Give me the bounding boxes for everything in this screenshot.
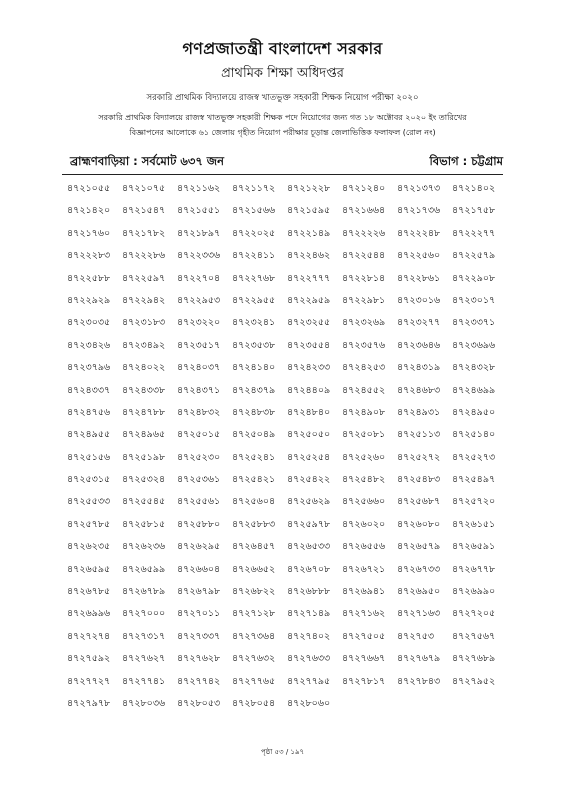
roll-number: ৪৭২১২২৮ (287, 183, 331, 194)
roll-number: ৪৭২৭৫৯২ (67, 653, 111, 665)
roll-number: ৪৭২২৫৬০ (397, 250, 441, 262)
roll-number: ৪৭২২৯৪২ (122, 294, 166, 306)
roll-number: ৪৭২৪১৪০ (232, 362, 276, 374)
roll-number: ৪৭২৭৫৩ (397, 630, 435, 642)
roll-number: ৪৭২২২২৬ (342, 227, 386, 239)
roll-number: ৪৭২৭৬৩২ (232, 653, 276, 665)
roll-number: ৪৭২৫৩৬১ (177, 474, 221, 486)
roll-number: ৪৭২৪৯৫০ (452, 406, 496, 418)
roll-number: ৪৭২৪৩২৮ (452, 362, 496, 374)
roll-number: ৪৭২৩৪৯২ (122, 339, 166, 351)
roll-number: ৪৭২২৫৮৮ (67, 272, 111, 284)
government-title: গণপ্রজাতন্ত্রী বাংলাদেশ সরকার (182, 39, 383, 58)
roll-number: ৪৭২২৯৮১ (342, 294, 386, 306)
roll-number: ৪৭২৬৬০৪ (177, 563, 221, 575)
roll-number: ৪৭২৩২৪১ (232, 317, 276, 329)
roll-number: ৪৭২৫৭২০ (452, 496, 496, 508)
roll-number: ৪৭২৭৭২৭ (67, 675, 111, 687)
roll-number: ৪৭২৭৭৬৫ (232, 675, 276, 687)
roll-number: ৪৭২২০২৫ (232, 227, 276, 239)
roll-number: ৪৭২৫৮১৫ (122, 518, 166, 530)
roll-number: ৪৭২৫৭৮৫ (67, 518, 111, 530)
roll-number: ৪৭২২২৭৭ (452, 227, 496, 239)
roll-number: ৪৭২৫২৭৩ (452, 451, 496, 463)
roll-number: ৪৭২৬০৮০ (397, 518, 441, 530)
roll-number: ৪৭২২৩৩৬ (177, 250, 221, 262)
roll-number: ৪৭২৫৪৮৩ (397, 474, 441, 486)
roll-number: ৪৭২৩৫৫৪ (287, 339, 331, 351)
roll-number: ৪৭২৭৯৫২ (452, 675, 496, 687)
roll-number: ৪৭২৫২৭২ (397, 451, 441, 463)
roll-number: ৪৭২৭৩৬৪ (232, 630, 276, 642)
roll-number: ৪৭২৬৬৫২ (232, 563, 276, 575)
roll-number: ৪৭২৭১২৮ (232, 608, 276, 620)
roll-number: ৪৭২৭৯৭৮ (67, 697, 111, 709)
roll-number: ৪৭২৭২০৫ (452, 608, 496, 620)
roll-number: ৪৭২৩২৫৫ (287, 317, 331, 329)
roll-number: ৪৭২৫২৬০ (342, 451, 386, 463)
roll-number: ৪৭২৩২২০ (177, 317, 221, 329)
roll-number: ৪৭২৫৫৩৩ (67, 496, 111, 508)
roll-number: ৪৭২৫১৪০ (452, 429, 496, 441)
roll-number: ৪৭২২৭৬৮ (232, 272, 276, 284)
roll-number: ৪৭২৩০৩৫ (67, 317, 111, 329)
roll-number: ৪৭২২৪৬২ (287, 250, 331, 262)
roll-number: ৪৭২৭০১১ (177, 608, 221, 620)
roll-number: ৪৭২৭৬৭৯ (397, 653, 441, 665)
roll-number: ৪৭২৪২৫৩ (342, 362, 386, 374)
roll-number: ৪৭২৬২৩৬ (122, 541, 166, 553)
roll-number: ৪৭২২৮১৪ (342, 272, 386, 284)
roll-number: ৪৭২২৮৬১ (397, 272, 441, 284)
roll-number: ৪৭২৬৫৫৬ (342, 541, 386, 553)
roll-number: ৪৭২৬২৯৫ (177, 541, 221, 553)
roll-number: ৪৭২৩২৬৯ (342, 317, 386, 329)
roll-number: ৪৭২৫৪২২ (287, 474, 331, 486)
roll-number-grid (67, 182, 507, 719)
roll-number: ৪৭২৭৬৩৩ (287, 653, 331, 665)
roll-number: ৪৭২৩৪২৬ (67, 339, 111, 351)
roll-number: ৪৭২২৭০৪ (177, 272, 221, 284)
roll-number: ৪৭২৬৯৫০ (397, 586, 441, 598)
roll-number: ৪৭২১০৫৫ (67, 183, 111, 194)
roll-number: ৪৭২৪৩১৯ (397, 362, 441, 374)
roll-number: ৪৭২১১৬২ (177, 183, 221, 194)
roll-number: ৪৭২৫৩১৫ (67, 474, 111, 486)
roll-number: ৪৭২৫৮৮৩ (232, 518, 276, 530)
roll-number: ৪৭২৪৮৩৮ (232, 406, 276, 418)
roll-number: ৪৭২৫২৩০ (177, 451, 221, 463)
roll-number: ৪৭২৭৬২৮ (177, 653, 221, 665)
roll-number: ৪৭২৬৯৯৬ (67, 608, 111, 620)
roll-number: ৪৭২৪৩৭১ (177, 384, 221, 396)
roll-number: ৪৭২৭৭৯৫ (287, 675, 331, 687)
roll-number: ৪৭২৭৭৪১ (122, 675, 166, 687)
roll-number: ৪৭২৭২৭৪ (67, 630, 111, 642)
roll-number: ৪৭২৮০৫৩ (177, 697, 221, 709)
roll-number: ৪৭২৭১৬৩ (397, 608, 441, 620)
roll-number: ৪৭২৭৩১৭ (122, 630, 166, 642)
roll-number: ৪৭২৫১৫৬ (67, 451, 111, 463)
roll-number: ৪৭২৬৭৭৮ (452, 563, 496, 575)
roll-number: ৪৭২১৪২০ (67, 205, 111, 217)
roll-number: ৪৭২১৫৯৫ (287, 205, 331, 217)
roll-number: ৪৭২৫৬০৪ (232, 496, 276, 508)
roll-number: ৪৭২২২৪৮ (397, 227, 441, 239)
roll-number: ৪৭২৩৫১৭ (177, 339, 221, 351)
roll-number: ৪৭২৩৫৩৮ (232, 339, 276, 351)
roll-number: ৪৭২৪৭৫৬ (67, 406, 111, 418)
roll-number: ৪৭২৫০৮১ (342, 429, 386, 441)
roll-number: ৪৭২৮০৫৪ (232, 697, 276, 709)
roll-number: ৪৭২৬৭২১ (342, 563, 386, 575)
roll-number: ৪৭২৫৬৮৭ (397, 496, 441, 508)
roll-number: ৪৭২২৫৪৪ (342, 250, 386, 262)
roll-number: ৪৭২৫২৪১ (232, 451, 276, 463)
roll-number: ৪৭২৭৪০২ (287, 630, 331, 642)
roll-number: ৪৭২৫০১৫ (177, 429, 221, 441)
roll-number: ৪৭২৫৩২৪ (122, 474, 166, 486)
roll-number: ৪৭২৭৬৮৯ (452, 653, 496, 665)
roll-number: ৪৭২৬৫৭৯ (397, 541, 441, 553)
roll-number: ৪৭২২৫৯৭ (122, 272, 166, 284)
roll-number: ৪৭২৭৮৪৩ (397, 675, 441, 687)
roll-number: ৪৭২৬৭৮৫ (67, 586, 111, 598)
roll-number: ৪৭২২৯৫৫ (232, 294, 276, 306)
roll-number: ৪৭২৫০৪৯ (232, 429, 276, 441)
roll-number: ৪৭২৩০১৬ (397, 294, 441, 306)
roll-number: ৪৭২১৫৬৬ (232, 205, 276, 217)
district-total-heading: ব্রাহ্মণবাড়িয়া : সর্বমোট ৬৩৭ জন (70, 154, 224, 168)
roll-number: ৪৭২৫৫৪৫ (122, 496, 166, 508)
roll-number: ৪৭২৪৯৫৫ (67, 429, 111, 441)
roll-number: ৪৭২৩৭৯৬ (67, 362, 111, 374)
roll-number: ৪৭২৭৬৬৭ (342, 653, 386, 665)
roll-number: ৪৭২৫৯৭৮ (287, 518, 331, 530)
roll-number: ৪৭২২৭৭৭ (287, 272, 331, 284)
roll-number: ৪৭২৭০০০ (122, 608, 166, 620)
roll-number: ৪৭২২১৪৯ (287, 227, 331, 239)
roll-number: ৪৭২৪৮৩২ (177, 406, 221, 418)
roll-number: ৪৭২৪৫৫২ (342, 384, 386, 396)
roll-number: ৪৭২৬৪৫৭ (232, 541, 276, 553)
roll-number: ৪৭২৬৫৯৫ (67, 563, 111, 575)
roll-number: ৪৭২২৯৫৩ (177, 294, 221, 306)
roll-number: ৪৭২১০৭৫ (122, 183, 166, 194)
roll-number: ৪৭২১৩৭৩ (397, 183, 441, 194)
exam-title: সরকারি প্রাথমিক বিদ্যালয়ে রাজস্ব খাতভুক্ত সহকারী শিক্ষক নিয়োগ পরীক্ষা ২০২০ (146, 93, 419, 103)
roll-number: ৪৭২১৫৪৭ (122, 205, 166, 217)
roll-number: ৪৭২৭১৬২ (342, 608, 386, 620)
roll-number: ৪৭২১৭৮২ (122, 227, 166, 239)
roll-number: ৪৭২৫৪৮২ (342, 474, 386, 486)
roll-number: ৪৭২১৭৩৬ (397, 205, 441, 217)
roll-number: ৪৭২৫৬৬০ (342, 496, 386, 508)
roll-number: ৪৭২৫০৫০ (287, 429, 331, 441)
roll-number: ৪৭২৩৫৭৬ (342, 339, 386, 351)
notice-line-2: বিজ্ঞাপনের আলোকে ৬১ জেলায় গৃহীত নিয়োগ পরীক্ষার চূড়ান্ত জেলাভিত্তিক ফলাফল (রোল নং) (129, 128, 436, 137)
roll-number: ৪৭২৫২৫৪ (287, 451, 331, 463)
roll-number: ৪৭২৬০২০ (342, 518, 386, 530)
roll-number: ৪৭২১৪০২ (452, 183, 496, 194)
roll-number: ৪৭২২২৮৬ (122, 250, 166, 262)
notice-line-1: সরকারি প্রাথমিক বিদ্যালয়ে রাজস্ব খাতভুক্ত সহকারী শিক্ষক পদে নিয়োগের জন্য গত ১৮ অক্টোবর ২০২০ ইং তারিখের (98, 113, 467, 122)
roll-number: ৪৭২৭৩৩৭ (177, 630, 221, 642)
heading-divider (62, 174, 503, 175)
roll-number: ৪৭২৫৬২৯ (287, 496, 331, 508)
roll-number: ৪৭২৬৭০৮ (287, 563, 331, 575)
department-title: প্রাথমিক শিক্ষা অধিদপ্তর (221, 66, 344, 81)
roll-number: ৪৭২২৯৫৯ (287, 294, 331, 306)
roll-number: ৪৭২৪৩৩৮ (122, 384, 166, 396)
roll-number: ৪৭২১৮৯৭ (177, 227, 221, 239)
roll-number: ৪৭২৪৯৬৫ (122, 429, 166, 441)
roll-number: ৪৭২৩৬৪৬ (397, 339, 441, 351)
roll-number: ৪৭২৭৬২৭ (122, 653, 166, 665)
page-number: পৃষ্ঠা ৫৩ / ১৯৭ (260, 748, 305, 756)
roll-number: ৪৭২৫৪৯৭ (452, 474, 496, 486)
roll-number: ৪৭২৫৫৬১ (177, 496, 221, 508)
roll-number: ৪৭২৬২৩৫ (67, 541, 111, 553)
roll-number: ৪৭২৪০২২ (122, 362, 166, 374)
roll-number: ৪৭২৪৬৯৯ (452, 384, 496, 396)
roll-number: ৪৭২২৪১১ (232, 250, 276, 262)
roll-number: ৪৭২৬৮৮৮ (287, 586, 331, 598)
roll-number: ৪৭২১১৭২ (232, 183, 276, 194)
roll-number: ৪৭২৩২৭৭ (397, 317, 441, 329)
roll-number: ৪৭২৩১৮৩ (122, 317, 166, 329)
roll-number: ৪৭২২৯২৯ (67, 294, 111, 306)
roll-number: ৪৭২৬৫৩৩ (287, 541, 331, 553)
roll-number: ৪৭২৬৭৯৮ (177, 586, 221, 598)
roll-number: ৪৭২৬৫৯১ (452, 541, 496, 553)
roll-number: ৪৭২৪৩৭৯ (232, 384, 276, 396)
roll-number: ৪৭২৬৭৮৯ (122, 586, 166, 598)
roll-number: ৪৭২৪৮৪০ (287, 406, 331, 418)
roll-number: ৪৭২৬৮২২ (232, 586, 276, 598)
roll-number: ৪৭২৮০৩৬ (122, 697, 166, 709)
roll-number: ৪৭২৪৯০৮ (342, 406, 386, 418)
roll-number: ৪৭২৩০১৭ (452, 294, 496, 306)
roll-number: ৪৭২৫৮৮০ (177, 518, 221, 530)
roll-number: ৪৭২৪২৩৩ (287, 362, 331, 374)
roll-number: ৪৭২২৫৭৯ (452, 250, 496, 262)
roll-number: ৪৭২৪৭৮৮ (122, 406, 166, 418)
roll-number: ৪৭২১৬৬৪ (342, 205, 386, 217)
roll-number: ৪৭২৪৪০৯ (287, 384, 331, 396)
roll-number: ৪৭২৬৫৯৯ (122, 563, 166, 575)
roll-number: ৪৭২৪৩৩৭ (67, 384, 111, 396)
roll-number: ৪৭২৬৭৩৩ (397, 563, 441, 575)
roll-number: ৪৭২৪৯৩১ (397, 406, 441, 418)
roll-number: ৪৭২৬৯৯০ (452, 586, 496, 598)
roll-number: ৪৭২৪৬৮৩ (397, 384, 441, 396)
roll-number: ৪৭২৫৪২১ (232, 474, 276, 486)
roll-number: ৪৭২৬৯৪১ (342, 586, 386, 598)
roll-number: ৪৭২৩৩৭১ (452, 317, 496, 329)
roll-number: ৪৭২১৭৫৮ (452, 205, 496, 217)
roll-number: ৪৭২৩৬৯৬ (452, 339, 496, 351)
roll-number: ৪৭২১৭৬০ (67, 227, 111, 239)
roll-number: ৪৭২২২৮৩ (67, 250, 111, 262)
roll-number: ৪৭২২৯০৮ (452, 272, 496, 284)
roll-number: ৪৭২১৫৫১ (177, 205, 221, 217)
roll-number: ৪৭২১২৪০ (342, 183, 386, 194)
roll-number: ৪৭২৮০৬০ (287, 697, 331, 709)
notice-text (62, 110, 503, 140)
roll-number: ৪৭২৭১৪৯ (287, 608, 331, 620)
roll-number: ৪৭২৫১৯৮ (122, 451, 166, 463)
roll-number: ৪৭২৫১১৩ (397, 429, 441, 441)
roll-number: ৪৭২৬১৫১ (452, 518, 496, 530)
roll-number: ৪৭২৭৭৪২ (177, 675, 221, 687)
division-heading: বিভাগ : চট্টগ্রাম (429, 154, 503, 168)
roll-number: ৪৭২৭৫৬৭ (452, 630, 496, 642)
roll-number: ৪৭২৭৫০৫ (342, 630, 386, 642)
roll-number: ৪৭২৪০৩৭ (177, 362, 221, 374)
roll-number: ৪৭২৭৮১৭ (342, 675, 386, 687)
